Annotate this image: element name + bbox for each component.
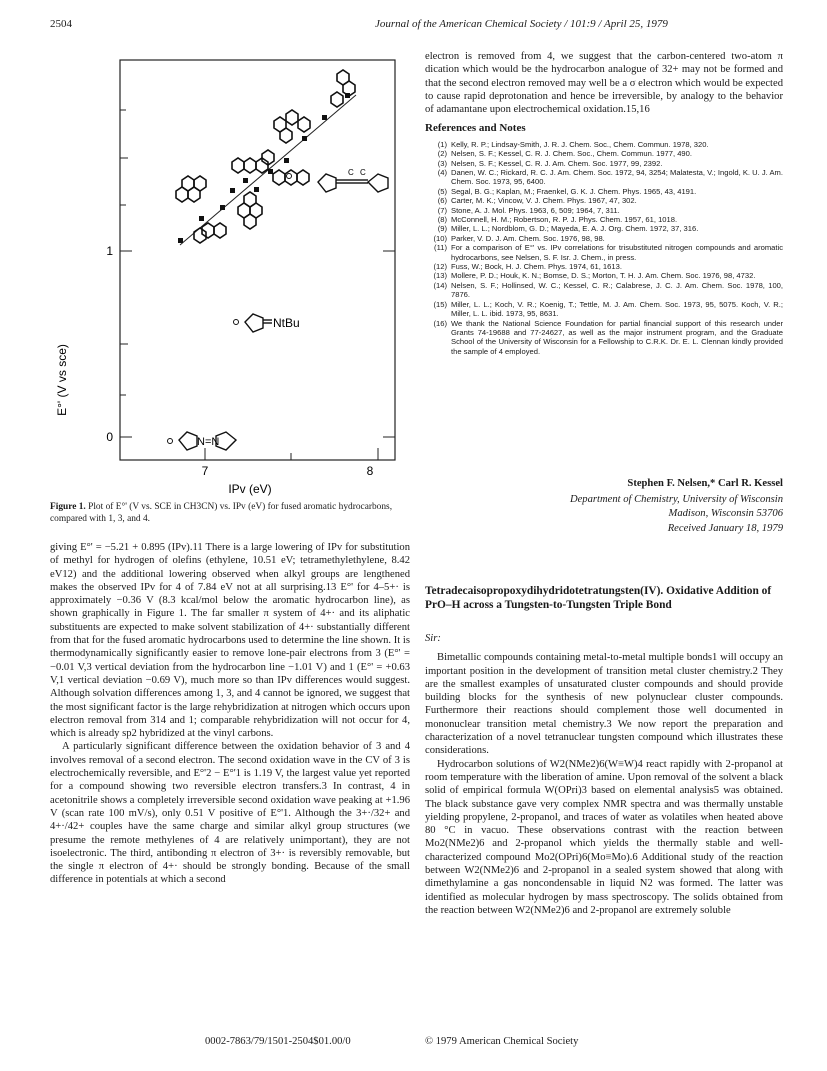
reference-number: (7) — [437, 205, 447, 215]
x-tick-label-8: 8 — [366, 464, 374, 478]
cumulene-c-label: C — [348, 168, 354, 177]
data-point — [199, 216, 204, 221]
figure-plot — [40, 50, 410, 500]
azo-label: N=N — [197, 436, 220, 448]
reference-number: (5) — [437, 186, 447, 196]
reference-item — [425, 319, 783, 357]
data-point — [230, 188, 235, 193]
reference-number: (12) — [433, 262, 447, 272]
reference-item — [425, 206, 783, 215]
references-heading: References and Notes — [425, 122, 526, 135]
right-column-body — [425, 632, 783, 917]
reference-text: Nelsen, S. F.; Kessel, C. R. J. Am. Chem. Soc. 1977, 99, 2392. — [451, 158, 663, 168]
reference-number: (1) — [437, 139, 447, 149]
reference-number: (8) — [437, 215, 447, 225]
reference-number: (16) — [433, 318, 447, 328]
salutation: Sir: — [425, 633, 441, 644]
paragraph: Hydrocarbon solutions of W2(NMe2)6(W≡W)4 react rapidly with 2-propanol at room temperature with the liberation of amine. Upon removal of the solvent a black solid of empirical formula W(OPri)3 based on elemental analysis5 was obtained. The black substance gave very complex NMR spectra and was thermally unstable yielding propylene, 2-propanol, and traces of water as volatiles when heated above 80 °C in vacuo. These observations contrast with the reaction between Mo2(NMe2)6 and 2-propanol which yields the thermally stable and well-characterized compound Mo2(OPri)6(Mo≡Mo).6 Additional study of the reaction between W2(NMe2)6 and 2-propanol in a sealed system showed that along with dimethylamine a gas noncondensable in liquid N2 was formed. The latter was identified as molecular hydrogen by mass spectroscopy. The solids obtained from the reaction between W2(NMe2)6 and 2-propanol are extremely soluble — [425, 758, 783, 916]
reference-number: (13) — [433, 271, 447, 281]
data-point — [284, 158, 289, 163]
reference-number: (9) — [437, 224, 447, 234]
reference-number: (14) — [433, 280, 447, 290]
paragraph: giving E°' = −5.21 + 0.895 (IPv).11 There is a large lowering of IPv for substitution of methyl for hydrogen of olefins (ethylene, 10.51 eV; tetramethylethylene, 8.42 eV12) and the additional lowering observed when alkyl groups are lengthened makes the observed IPv for 4 of 7.84 eV not at all surprising.13 E°' for 4–5+· is approximately −0.36 V (8.3 kcal/mol below the aromatic hydrocarbon line), as shown graphically in Figure 1. The far smaller π system of 4+· and its aliphatic substituents are expected to make solvent stabilization of 4+· substantially different from that for the fused aromatic hydrocarbons used to determine the line shown. It is thermodynamically significantly easier to remove lone-pair electrons from 3 (E°' = −0.01 V,3 vertical deviation from the hydrocarbon line −1.01 V) and 1 (E°' = +0.63 V,1 vertical deviation −0.69 V), much more so than IPv differences would suggest. Although solvation differences among 1, 3, and 4 cannot be ignored, we suggest that the most significant factor is the large rehybridization at nitrogen which occurs upon electron removal from 314 and 1; comparable rehybridization will not occur for 4, which is already sp2 hybridized at the vinyl carbons. — [50, 542, 410, 740]
paragraph: A particularly significant difference between the oxidation behavior of 3 and 4 involves removal of a second electron. The second oxidation wave in the CV of 3 is electrochemically reversible, and E°'2 − E°'1 is 1.19 V, the largest value yet reported for a compound showing two reversible electron transfers.3 In contrast, 4 in acetonitrile shows a completely irreversible second oxidation wave peaking at +1.96 V (scan rate 100 mV/s), only 0.51 V positive of E°'1. Although the 3+·/32+ and 4+·/42+ couples have the same charge and similar alkyl group structures (we presume the remote methylenes of 4 are relatively unimportant), they are not isoelectronic. The third, antibonding π electron of 3+· is reversibly removable, but the single π electron of 4+· should be strongly bonding. Because of the small difference in potentials at which a second — [50, 741, 410, 886]
data-point — [322, 115, 327, 120]
x-tick-label-7: 7 — [201, 464, 209, 478]
left-column — [50, 541, 410, 887]
y-tick-label-1: 1 — [106, 244, 113, 258]
hydrocarbon-points — [178, 93, 350, 243]
reference-text: Danen, W. C.; Rickard, R. C. J. Am. Chem. Soc. 1972, 94, 3254; Malatesta, V.; Ingold, K. U. J. Am. Chem. Soc. 1973, 95, 6400. — [451, 168, 783, 187]
affiliation-line-1: Department of Chemistry, University of Wisconsin — [569, 494, 783, 505]
point-compound-4 — [287, 174, 292, 179]
reference-item — [425, 300, 783, 319]
ntbu-label: NtBu — [273, 316, 300, 330]
reference-number: (4) — [437, 168, 447, 177]
point-compound-3 — [168, 439, 173, 444]
reference-number: (2) — [437, 149, 447, 159]
paragraph: electron is removed from 4, we suggest that the carbon-centered two-atom π dication which would be the hydrocarbon analogue of 32+ may not be formed and that the second electron removed may well be a σ electron which would be expected to cause rapid deprotonation and hence be irreversible, by analogy to the behavior of adamantane upon electrochemical oxidation.15,16 — [425, 51, 783, 116]
reference-text: Stone, A. J. Mol. Phys. 1963, 6, 509; 1964, 7, 311. — [451, 205, 620, 215]
footer-copyright: © 1979 American Chemical Society — [425, 1036, 579, 1047]
data-point — [254, 187, 259, 192]
reference-item — [425, 215, 783, 224]
reference-number: (3) — [437, 158, 447, 168]
data-point — [220, 205, 225, 210]
reference-item — [425, 196, 783, 205]
reference-item — [425, 281, 783, 300]
reference-item — [425, 224, 783, 233]
reference-item — [425, 187, 783, 196]
point-compound-1 — [234, 320, 239, 325]
reference-item — [425, 159, 783, 168]
reference-text: For a comparison of E°' vs. IPv correlations for trisubstituted nitrogen compounds and aromatic hydrocarbons, see Nelsen, S. F. Isr. J. Chem., in press. — [451, 243, 783, 262]
references-list — [425, 140, 783, 356]
caption-text: Plot of E°' (V vs. SCE in CH3CN) vs. IPv (eV) for fused aromatic hydrocarbons, compared with 1, 3, and 4. — [50, 502, 393, 524]
reference-item — [425, 243, 783, 262]
x-axis-label: IPv (eV) — [228, 482, 272, 496]
reference-item — [425, 168, 783, 187]
author-signature: Stephen F. Nelsen,* Carl R. Kessel — [627, 478, 783, 489]
article-title: Tetradecaisopropoxydihydridotetratungsten(IV). Oxidative Addition of PrO–H across a Tungsten-to-Tungsten Triple Bond — [425, 585, 772, 611]
y-tick-label-0: 0 — [106, 430, 113, 444]
reference-item — [425, 140, 783, 149]
data-point — [243, 178, 248, 183]
reference-number: (10) — [433, 233, 447, 243]
data-point — [268, 169, 273, 174]
page-number: 2504 — [50, 18, 72, 30]
reference-number: (15) — [433, 299, 447, 309]
reference-item — [425, 262, 783, 271]
figure-1 — [40, 50, 410, 500]
data-point — [178, 238, 183, 243]
reference-number: (6) — [437, 196, 447, 206]
figure-caption — [50, 502, 410, 525]
paragraph: Bimetallic compounds containing metal-to-metal multiple bonds1 will occupy an important position in the development of transition metal cluster chemistry.2 They are the smallest examples of unsaturated cluster compounds and should provide building blocks for the synthesis of new polynuclear cluster compounds. Furthermore their reactions should complement those well documented in mononuclear transition metal chemistry.3 We now report the preparation and characterization of a novel tetranuclear tungsten compound which illustrates these considerations. — [425, 652, 783, 757]
plot-frame — [120, 60, 395, 460]
journal-header: Journal of the American Chemical Society / 101:9 / April 25, 1979 — [375, 18, 668, 30]
reference-text: Mollere, P. D.; Houk, K. N.; Bomse, D. S.; Morton, T. H. J. Am. Chem. Soc. 1976, 98, 4732. — [451, 271, 756, 281]
reference-item — [425, 271, 783, 280]
caption-label: Figure 1. — [50, 502, 86, 512]
reference-text: Carter, M. K.; Vincow, V. J. Chem. Phys. 1967, 47, 302. — [451, 196, 637, 206]
reference-text: Nelsen, S. F.; Hollinsed, W. C.; Kessel, C. R.; Calabrese, J. C. J. Am. Chem. Soc. 1978, 100, 7876. — [451, 280, 783, 300]
reference-text: Nelsen, S. F.; Kessel, C. R. J. Chem. Soc., Chem. Commun. 1977, 490. — [451, 149, 692, 159]
reference-item — [425, 149, 783, 158]
reference-text: Fuss, W.; Bock, H. J. Chem. Phys. 1974, 61, 1613. — [451, 262, 622, 272]
right-column-top — [425, 50, 783, 356]
cumulene-c-label: C — [360, 168, 366, 177]
received-date: Received January 18, 1979 — [667, 523, 783, 534]
reference-item — [425, 234, 783, 243]
y-axis-label: E°' (V vs sce) — [55, 344, 69, 416]
reference-text: Kelly, R. P.; Lindsay-Smith, J. R. J. Chem. Soc., Chem. Commun. 1978, 320. — [451, 139, 709, 149]
compound-1-structure — [245, 314, 272, 332]
reference-text: Miller, L. L.; Koch, V. R.; Koenig, T.; Tettle, M. J. Am. Chem. Soc. 1973, 95, 5075. Koch, V. R.; Miller, L. L. ibid. 1973, 95, 8631. — [451, 299, 783, 319]
reference-text: Segal, B. G.; Kaplan, M.; Fraenkel, G. K. J. Chem. Phys. 1965, 43, 4191. — [451, 186, 697, 196]
reference-text: McConnell, H. M.; Robertson, R. P. J. Phys. Chem. 1957, 61, 1018. — [451, 215, 678, 225]
footer-code: 0002-7863/79/1501-2504$01.00/0 — [205, 1036, 351, 1047]
reference-text: We thank the National Science Foundation for partial financial support of this research under Grants 74-19688 and 77-24627, as well as the major instrument program, and the Graduate School of the University of Wisconsin for a Fellowship to C.R.K. Dr. E. L. Clennan kindly provided the sample of 4 employed. — [451, 318, 783, 356]
data-point — [302, 136, 307, 141]
reference-number: (11) — [434, 243, 447, 253]
reference-text: Miller, L. L.; Nordblom, G. D.; Mayeda, E. A. J. Org. Chem. 1972, 37, 316. — [451, 224, 699, 234]
reference-text: Parker, V. D. J. Am. Chem. Soc. 1976, 98, 98. — [451, 233, 605, 243]
affiliation-line-2: Madison, Wisconsin 53706 — [668, 508, 783, 519]
